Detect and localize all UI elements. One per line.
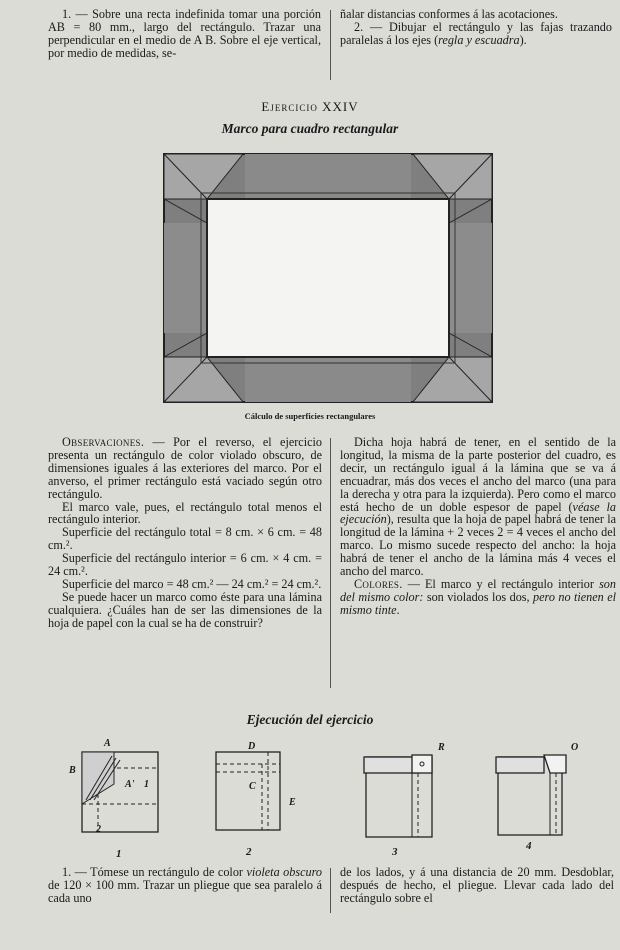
right-paragraph-1 (340, 436, 616, 578)
exercise-number: Ejercicio XXIV (261, 99, 359, 114)
column-divider-bottom (330, 868, 331, 913)
top-left-paragraph: 1. — Sobre una recta indefinida tomar una porción AB = 80 mm., largo del rectángulo. Trazar una perpendicular en el medio de A B. Sobre el eje vertical, por medio de medidas, se- (48, 7, 321, 60)
frame-top-band (245, 154, 411, 199)
figure-number: 4 (526, 840, 532, 852)
italic-run: violeta obscuro (246, 865, 323, 879)
italic-run: son del mismo color: (340, 576, 616, 604)
execution-figure-4 (490, 745, 580, 845)
text-run: de 120 × 100 mm. Trazar un pliegue que sea paralelo á cada uno (48, 877, 322, 905)
column-divider-middle (330, 438, 331, 688)
figure-number: 1 (116, 848, 122, 860)
text-run: ). (519, 32, 527, 47)
text-run: ), resulta que la hoja de papel habrá de tener la longitud de la lámina + 2 veces 2 = 4 veces el ancho del marco. Lo mismo sucede respecto del ancho: la hoja habrá de tener el ancho de la lámina más 4 veces el ancho del marco. (340, 512, 616, 579)
figure-number: 2 (246, 846, 252, 858)
folded-flap (544, 755, 566, 773)
figure-label: R (438, 742, 445, 753)
top-right-paragraph-1: ñalar distancias conformes á las acotaciones. (340, 7, 558, 21)
column-divider-top (330, 10, 331, 80)
execution-title: Ejecución del ejercicio (246, 712, 374, 727)
top-left-column (48, 8, 321, 60)
text-run: 2. — Dibujar el rectángulo y las fajas trazando paralelas á los ejes ( (340, 19, 612, 47)
observations-paragraph-3: Superficie del rectángulo total = 8 cm. × 6 cm. = 48 cm.². (48, 525, 322, 553)
figure-number: 3 (392, 846, 398, 858)
figure-label: A' (125, 779, 135, 790)
observations-paragraph-4: Superficie del rectángulo interior = 6 cm. × 4 cm. = 24 cm.². (48, 551, 322, 579)
figure-label: A (104, 738, 111, 749)
observations-column (48, 436, 322, 630)
observations-paragraph-2: El marco vale, pues, el rectángulo total menos el rectángulo interior. (48, 499, 322, 527)
figure-label: B (69, 765, 76, 776)
bottom-right-paragraph: de los lados, y á una distancia de 20 mm. Desdoblar, después de hecho, el pliegue. Llevar cada lado del rectángulo sobre el (340, 865, 614, 905)
figure-label: D (248, 741, 256, 752)
bottom-left-paragraph (48, 866, 322, 905)
execution-figure-1 (68, 738, 168, 848)
observations-paragraph-5: Superficie del marco = 48 cm.² — 24 cm.² = 24 cm.². (62, 576, 322, 591)
colors-paragraph (340, 578, 616, 617)
figure-caption: Cálculo de superficies rectangulares (244, 411, 376, 421)
folded-strip (496, 757, 544, 773)
figure-label: E (289, 797, 296, 808)
bottom-right-column (340, 866, 614, 905)
text-run: . (396, 602, 400, 617)
folded-flap (412, 755, 432, 773)
top-right-column (340, 8, 612, 47)
figure-label: 2 (96, 824, 101, 835)
right-column (340, 436, 616, 617)
text-run: — El marco y el rectángulo interior (402, 576, 600, 591)
exercise-title: Marco para cuadro rectangular (221, 121, 399, 136)
text-run: — Por el reverso, el ejercicio presenta un rectángulo de color violado obscuro, de dimensiones iguales á las exteriores del marco. Por el anverso, el primer rectángulo está vaciado según otro rectángulo. (48, 435, 322, 501)
colors-label: Colores. (354, 576, 403, 591)
folded-strip (364, 757, 416, 773)
bottom-left-column (48, 866, 322, 905)
frame-inner-opening (207, 199, 449, 357)
text-run: Dicha hoja habrá de tener, en el sentido de la longitud, la misma de la parte posterior del cuadro, es decir, un rectángulo igual á la lámina que se va á encuadrar, más dos veces el ancho del marco (una para la derecha y otra para la izquierda). Pero como el marco está hecho de un doble espesor de papel ( (340, 435, 616, 514)
frame-figure (163, 153, 493, 403)
top-right-paragraph-2 (340, 21, 612, 47)
execution-figure-3 (356, 745, 446, 845)
observations-label: Observaciones. (62, 435, 145, 449)
observations-paragraph-6: Se puede hacer un marco como éste para una lámina cualquiera. ¿Cuáles han de ser las dimensiones de la hoja de papel con la cual se ha de construir? (48, 589, 322, 630)
italic-run: véase la ejecución (340, 499, 616, 527)
observations-paragraph-1 (48, 436, 322, 501)
italic-run: pero no tienen el mismo tinte (340, 589, 617, 617)
figure-label: 1 (144, 779, 149, 790)
text-run: 1. — Tómese un rectángulo de color (62, 865, 247, 879)
text-run: son violados los dos, (423, 589, 534, 604)
figure-label: C (249, 781, 256, 792)
figure-label: O (571, 742, 579, 753)
italic-run: regla y escuadra (438, 32, 520, 47)
